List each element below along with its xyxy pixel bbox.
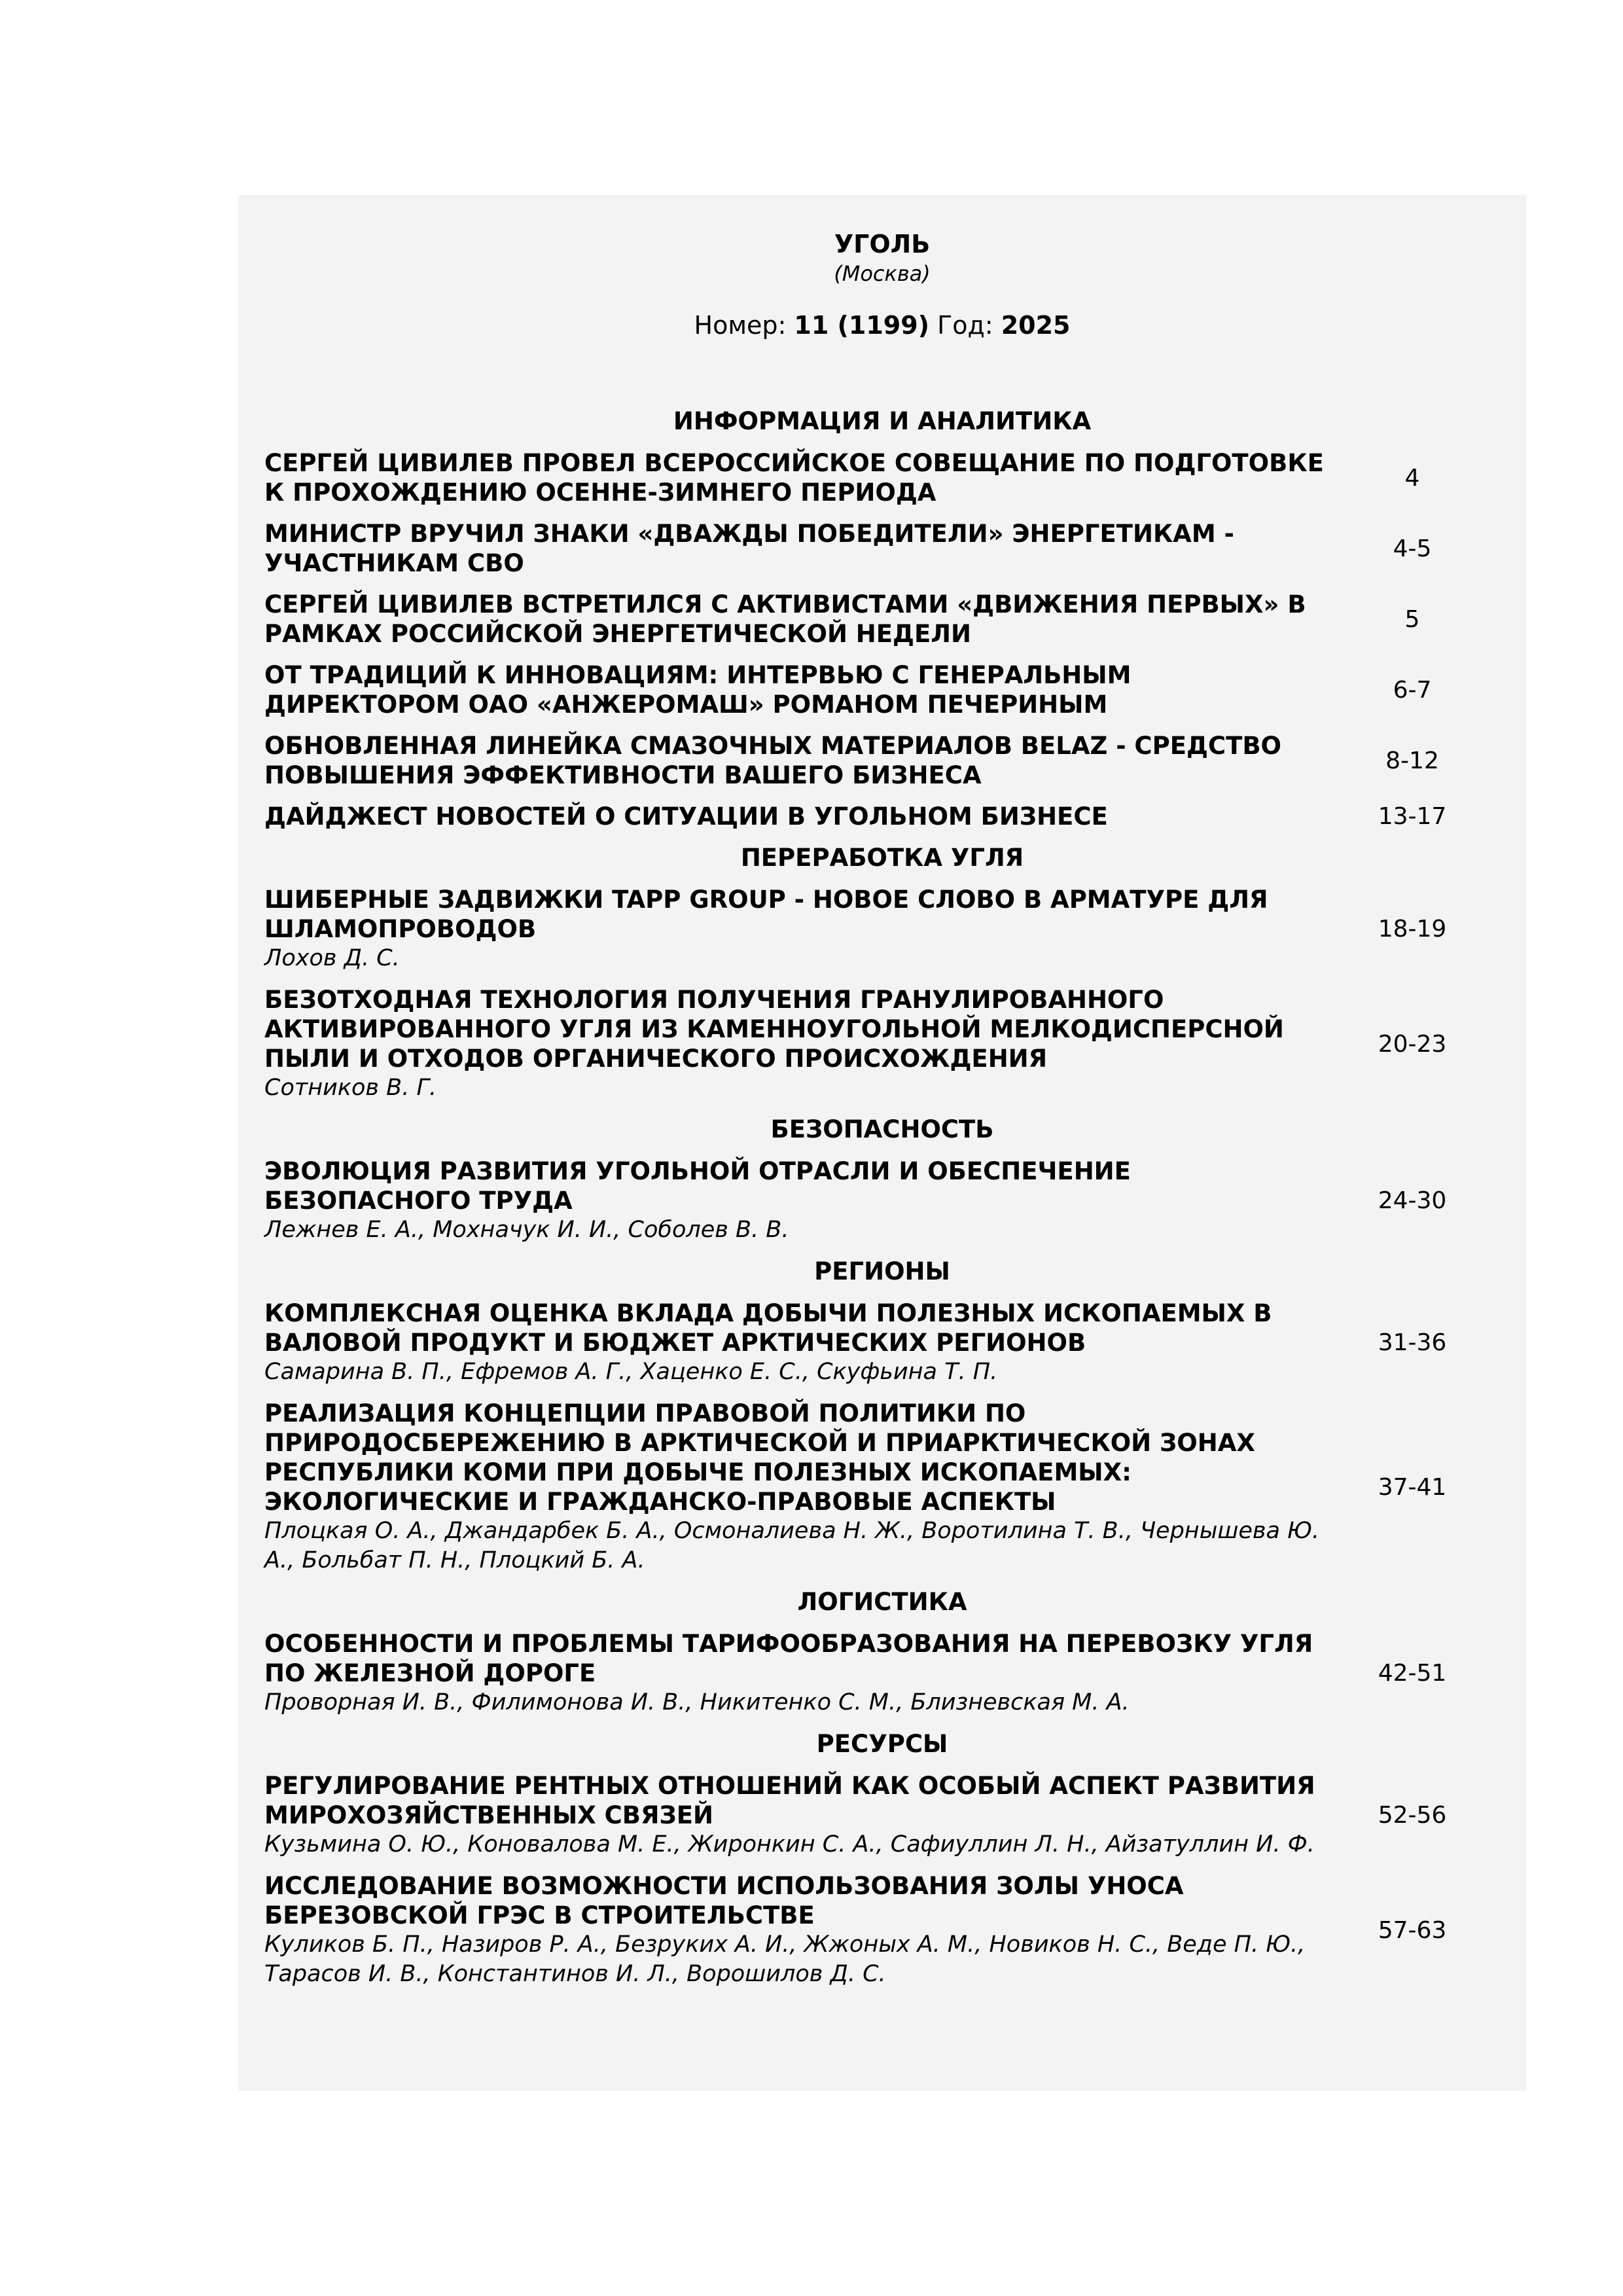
entry-text	[264, 448, 1325, 507]
article-authors: Лохов Д. С.	[264, 945, 400, 971]
article-authors: Лежнев Е. А., Мохначук И. И., Соболев В. В.	[264, 1217, 789, 1243]
toc-entry	[264, 1157, 1500, 1245]
article-authors: Куликов Б. П., Назиров Р. А., Безруких А. И., Жжоных А. М., Новиков Н. С., Веде П. Ю., Тарасов И. В., Константинов И. Л., Ворошилов Д. С.	[264, 1931, 1306, 1987]
article-title: КОМПЛЕКСНАЯ ОЦЕНКА ВКЛАДА ДОБЫЧИ ПОЛЕЗНЫХ ИСКОПАЕМЫХ В ВАЛОВОЙ ПРОДУКТ И БЮДЖЕТ АРКТИЧЕСКИХ РЕГИОНОВ	[264, 1299, 1272, 1357]
journal-header	[238, 228, 1526, 342]
entry-text	[264, 1629, 1325, 1717]
article-authors: Сотников В. Г.	[264, 1075, 437, 1101]
entry-text	[264, 731, 1325, 790]
article-title: ОСОБЕННОСТИ И ПРОБЛЕМЫ ТАРИФООБРАЗОВАНИЯ НА ПЕРЕВОЗКУ УГЛЯ ПО ЖЕЛЕЗНОЙ ДОРОГЕ	[264, 1630, 1313, 1687]
section-heading: ИНФОРМАЦИЯ И АНАЛИТИКА	[673, 407, 1092, 435]
contents-panel	[238, 195, 1526, 2090]
entry-text	[264, 885, 1325, 973]
page-range: 52-56	[1378, 1802, 1447, 1829]
toc-entry	[264, 1399, 1500, 1575]
toc-entry	[264, 885, 1500, 973]
page-range: 18-19	[1378, 916, 1447, 942]
article-title: ОТ ТРАДИЦИЙ К ИННОВАЦИЯМ: ИНТЕРВЬЮ С ГЕНЕРАЛЬНЫМ ДИРЕКТОРОМ ОАО «АНЖЕРОМАШ» РОМАНОМ ПЕЧЕРИНЫМ	[264, 661, 1132, 719]
entry-text	[264, 1157, 1325, 1245]
page-range: 31-36	[1378, 1329, 1447, 1356]
article-title: РЕГУЛИРОВАНИЕ РЕНТНЫХ ОТНОШЕНИЙ КАК ОСОБЫЙ АСПЕКТ РАЗВИТИЯ МИРОХОЗЯЙСТВЕННЫХ СВЯЗЕЙ	[264, 1772, 1315, 1829]
issue-line	[238, 309, 1526, 342]
section-heading: БЕЗОПАСНОСТЬ	[770, 1115, 994, 1143]
page-range: 8-12	[1385, 747, 1439, 774]
journal-title: УГОЛЬ	[834, 230, 931, 259]
issue-year: 2025	[1001, 311, 1071, 340]
entry-text	[264, 660, 1325, 719]
page-range: 24-30	[1378, 1187, 1447, 1214]
page-range: 20-23	[1378, 1030, 1447, 1058]
article-title: РЕАЛИЗАЦИЯ КОНЦЕПЦИИ ПРАВОВОЙ ПОЛИТИКИ ПО ПРИРОДОСБЕРЕЖЕНИЮ В АРКТИЧЕСКОЙ И ПРИАРКТИЧЕСКОЙ ЗОНАХ РЕСПУБЛИКИ КОМИ ПРИ ДОБЫЧЕ ПОЛЕЗНЫХ ИСКОПАЕМЫХ: ЭКОЛОГИЧЕСКИЕ И ГРАЖДАНСКО-ПРАВОВЫЕ АСПЕКТЫ	[264, 1399, 1255, 1516]
article-title: СЕРГЕЙ ЦИВИЛЕВ ПРОВЕЛ ВСЕРОССИЙСКОЕ СОВЕЩАНИЕ ПО ПОДГОТОВКЕ К ПРОХОЖДЕНИЮ ОСЕННЕ-ЗИМНЕГО ПЕРИОДА	[264, 449, 1324, 507]
article-title: ДАЙДЖЕСТ НОВОСТЕЙ О СИТУАЦИИ В УГОЛЬНОМ БИЗНЕСЕ	[264, 802, 1108, 831]
table-of-contents	[264, 406, 1500, 2001]
toc-entry	[264, 731, 1500, 790]
section-heading: РЕГИОНЫ	[814, 1257, 950, 1285]
toc-entry	[264, 519, 1500, 578]
page-range: 4-5	[1393, 535, 1432, 562]
journal-city: (Москва)	[834, 261, 931, 286]
article-title: СЕРГЕЙ ЦИВИЛЕВ ВСТРЕТИЛСЯ С АКТИВИСТАМИ «ДВИЖЕНИЯ ПЕРВЫХ» В РАМКАХ РОССИЙСКОЙ ЭНЕРГЕТИЧЕСКОЙ НЕДЕЛИ	[264, 590, 1306, 648]
entry-text	[264, 1399, 1325, 1575]
article-title: ИССЛЕДОВАНИЕ ВОЗМОЖНОСТИ ИСПОЛЬЗОВАНИЯ ЗОЛЫ УНОСА БЕРЕЗОВСКОЙ ГРЭС В СТРОИТЕЛЬСТВЕ	[264, 1872, 1184, 1929]
page-range: 13-17	[1378, 803, 1447, 830]
section-heading: ЛОГИСТИКА	[797, 1588, 967, 1616]
entry-text	[264, 519, 1325, 578]
toc-entry	[264, 1629, 1500, 1717]
article-authors: Плоцкая О. А., Джандарбек Б. А., Осмоналиева Н. Ж., Воротилина Т. В., Чернышева Ю. А., Больбат П. Н., Плоцкий Б. А.	[264, 1518, 1319, 1573]
toc-entry	[264, 1871, 1500, 1989]
toc-entry	[264, 1299, 1500, 1387]
toc-entry	[264, 985, 1500, 1103]
page-range: 6-7	[1393, 676, 1432, 704]
article-authors: Кузьмина О. Ю., Коновалова М. Е., Жиронкин С. А., Сафиуллин Л. Н., Айзатуллин И. Ф.	[264, 1831, 1315, 1857]
page-range: 37-41	[1378, 1473, 1447, 1501]
page-range: 42-51	[1378, 1660, 1447, 1687]
toc-entry	[264, 1771, 1500, 1859]
toc-entry	[264, 448, 1500, 507]
article-title: ШИБЕРНЫЕ ЗАДВИЖКИ TAPP GROUP - НОВОЕ СЛОВО В АРМАТУРЕ ДЛЯ ШЛАМОПРОВОДОВ	[264, 886, 1268, 943]
page-range: 57-63	[1378, 1916, 1447, 1944]
entry-text	[264, 1871, 1325, 1989]
toc-entry	[264, 660, 1500, 719]
entry-text	[264, 590, 1325, 649]
article-title: ОБНОВЛЕННАЯ ЛИНЕЙКА СМАЗОЧНЫХ МАТЕРИАЛОВ BELAZ - СРЕДСТВО ПОВЫШЕНИЯ ЭФФЕКТИВНОСТИ ВАШЕГО БИЗНЕСА	[264, 732, 1281, 789]
article-title: МИНИСТР ВРУЧИЛ ЗНАКИ «ДВАЖДЫ ПОБЕДИТЕЛИ» ЭНЕРГЕТИКАМ - УЧАСТНИКАМ СВО	[264, 520, 1234, 577]
toc-entry	[264, 802, 1500, 831]
year-label: Год:	[937, 311, 993, 340]
section-heading: ПЕРЕРАБОТКА УГЛЯ	[740, 844, 1024, 872]
entry-text	[264, 1771, 1325, 1859]
page-range: 5	[1404, 605, 1420, 633]
entry-text	[264, 802, 1325, 831]
issue-number: 11 (1199)	[794, 311, 930, 340]
entry-text	[264, 985, 1325, 1103]
section-heading: РЕСУРСЫ	[816, 1730, 948, 1758]
issue-label: Номер:	[694, 311, 787, 340]
article-title: БЕЗОТХОДНАЯ ТЕХНОЛОГИЯ ПОЛУЧЕНИЯ ГРАНУЛИРОВАННОГО АКТИВИРОВАННОГО УГЛЯ ИЗ КАМЕННОУГОЛЬНОЙ МЕЛКОДИСПЕРСНОЙ ПЫЛИ И ОТХОДОВ ОРГАНИЧЕСКОГО ПРОИСХОЖДЕНИЯ	[264, 986, 1284, 1073]
article-authors: Самарина В. П., Ефремов А. Г., Хаценко Е. С., Скуфьина Т. П.	[264, 1359, 998, 1385]
article-title: ЭВОЛЮЦИЯ РАЗВИТИЯ УГОЛЬНОЙ ОТРАСЛИ И ОБЕСПЕЧЕНИЕ БЕЗОПАСНОГО ТРУДА	[264, 1157, 1131, 1215]
entry-text	[264, 1299, 1325, 1387]
article-authors: Проворная И. В., Филимонова И. В., Никитенко С. М., Близневская М. А.	[264, 1689, 1130, 1715]
toc-entry	[264, 590, 1500, 649]
page-range: 4	[1404, 464, 1420, 492]
